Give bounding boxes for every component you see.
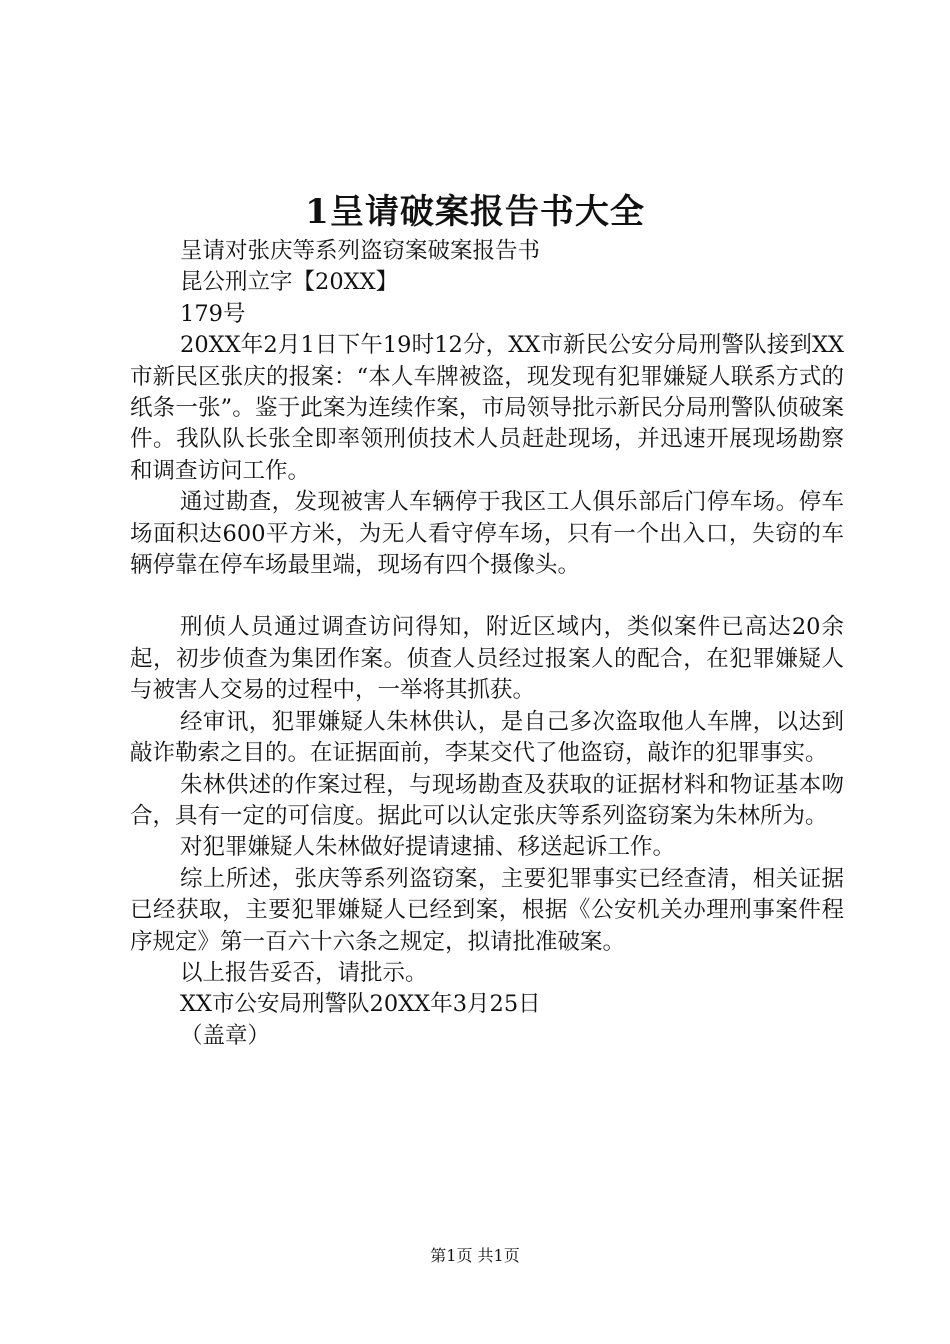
paragraph-scene-survey: 通过勘查，发现被害人车辆停于我区工人俱乐部后门停车场。停车场面积达600平方米，为无人看守停车场，只有一个出入口，失窃的车辆停靠在停车场最里端，现场有四个摄像头。 (130, 489, 844, 579)
report-heading: 呈请对张庆等系列盗窃案破案报告书 (180, 238, 541, 264)
paragraph-arrest-request: 对犯罪嫌疑人朱林做好提请逮捕、移送起诉工作。 (180, 834, 676, 861)
case-file-number: 昆公刑立字【20XX】 (180, 269, 399, 296)
document-body (130, 236, 844, 1052)
case-number-suffix: 179号 (180, 300, 246, 327)
page-number-footer: 第1页 共1页 (430, 1246, 520, 1265)
paragraph-investigation: 刑侦人员通过调查访问得知，附近区域内，类似案件已高达20余起，初步侦查为集团作案。侦查人员经过报案人的配合，在犯罪嫌疑人与被害人交易的过程中，一举将其抓获。 (130, 614, 844, 704)
paragraph-conclusion: 综上所述，张庆等系列盗窃案，主要犯罪事实已经查清，相关证据已经获取，主要犯罪嫌疑人已经到案，根据《公安机关办理刑事案件程序规定》第一百六十六条之规定，拟请批准破案。 (130, 865, 844, 955)
paragraph-evidence: 朱林供述的作案过程，与现场勘查及获取的证据材料和物证基本吻合，具有一定的可信度。据此可以认定张庆等系列盗窃案为朱林所为。 (130, 771, 844, 829)
document-title: 1呈请破案报告书大全 (305, 192, 645, 232)
paragraph-interrogation: 经审讯，犯罪嫌疑人朱林供认，是自己多次盗取他人车牌，以达到敲诈勒索之目的。在证据面前，李某交代了他盗窃，敲诈的犯罪事实。 (130, 708, 844, 767)
paragraph-report-received: 20XX年2月1日下午19时12分，XX市新民公安分局刑警队接到XX市新民区张庆的报案：“本人车牌被盗，现发现有犯罪嫌疑人联系方式的纸条一张”。鉴于此案为连续作案，市局领导批示新民分局刑警队侦破案件。我队队长张全即率领刑侦技术人员赶赴现场，并迅速开展现场勘察和调查访问工作。 (130, 332, 844, 484)
signature-line: XX市公安局刑警队20XX年3月25日 (180, 991, 541, 1018)
paragraph-request-approval: 以上报告妥否，请批示。 (180, 959, 428, 986)
seal-note: （盖章） (180, 1022, 271, 1049)
